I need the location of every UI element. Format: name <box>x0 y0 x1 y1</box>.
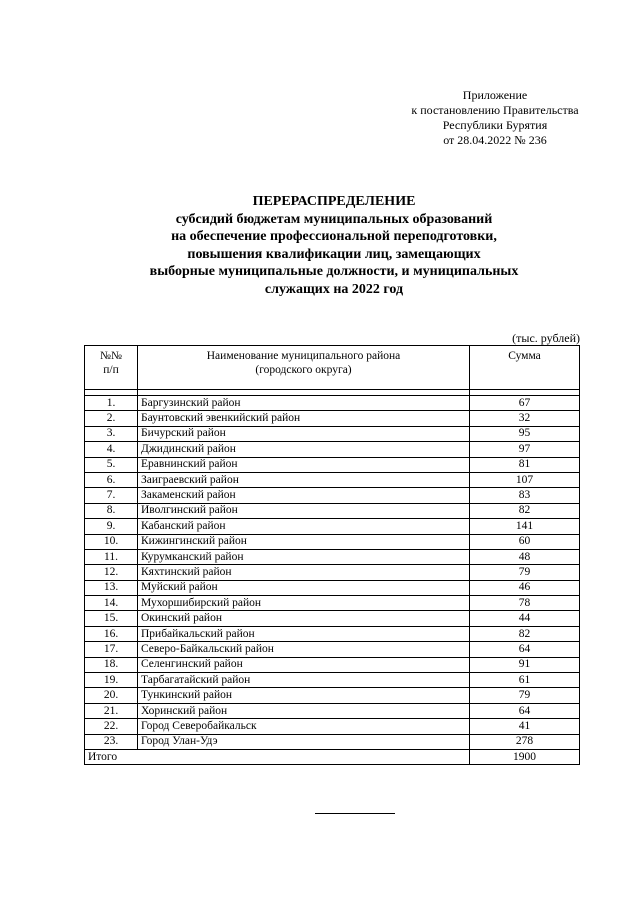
title-line: повышения квалификации лиц, замещающих <box>187 246 481 262</box>
row-number: 16. <box>85 626 138 641</box>
title-line: выборные муниципальные должности, и муниципальных <box>149 264 519 279</box>
row-name: Баргузинский район <box>138 396 470 411</box>
table-row <box>85 673 580 688</box>
table-row <box>85 626 580 641</box>
row-name: Джидинский район <box>138 442 470 457</box>
row-name: Северо-Байкальский район <box>138 642 470 657</box>
row-sum: 95 <box>470 426 580 441</box>
row-sum: 278 <box>470 734 580 749</box>
table-row <box>85 396 580 411</box>
row-name: Тункинский район <box>138 688 470 703</box>
row-number: 12. <box>85 565 138 580</box>
row-name: Город Северобайкальск <box>138 719 470 734</box>
row-number: 4. <box>85 442 138 457</box>
title-line: служащих на 2022 год <box>264 281 404 297</box>
table-row <box>85 565 580 580</box>
row-sum: 91 <box>470 657 580 672</box>
row-number: 5. <box>85 457 138 472</box>
end-divider <box>315 813 395 814</box>
row-number: 21. <box>85 703 138 718</box>
row-name: Курумканский район <box>138 549 470 564</box>
header-sum: Сумма <box>470 346 580 390</box>
appendix-line: Республики Бурятия <box>442 118 548 132</box>
table-row <box>85 426 580 441</box>
row-name: Кяхтинский район <box>138 565 470 580</box>
row-number: 15. <box>85 611 138 626</box>
row-sum: 64 <box>470 642 580 657</box>
row-number: 14. <box>85 596 138 611</box>
row-name: Иволгинский район <box>138 503 470 518</box>
row-name: Муйский район <box>138 580 470 595</box>
row-sum: 41 <box>470 719 580 734</box>
table-row <box>85 642 580 657</box>
table-row <box>85 703 580 718</box>
row-sum: 107 <box>470 472 580 487</box>
row-sum: 64 <box>470 703 580 718</box>
row-number: 9. <box>85 519 138 534</box>
document-title <box>100 193 568 298</box>
table-row <box>85 411 580 426</box>
row-sum: 48 <box>470 549 580 564</box>
row-number: 3. <box>85 426 138 441</box>
row-name: Селенгинский район <box>138 657 470 672</box>
row-sum: 78 <box>470 596 580 611</box>
appendix-line: Приложение <box>462 88 528 102</box>
row-sum: 82 <box>470 626 580 641</box>
row-sum: 61 <box>470 673 580 688</box>
row-number: 20. <box>85 688 138 703</box>
row-name: Баунтовский эвенкийский район <box>138 411 470 426</box>
row-sum: 79 <box>470 565 580 580</box>
appendix-block <box>380 88 610 148</box>
row-sum: 60 <box>470 534 580 549</box>
appendix-line: от 28.04.2022 № 236 <box>443 133 547 147</box>
row-name: Окинский район <box>138 611 470 626</box>
row-sum: 97 <box>470 442 580 457</box>
title-line: на обеспечение профессиональной переподготовки, <box>171 229 497 244</box>
row-name: Мухоршибирский район <box>138 596 470 611</box>
header-name-line1: Наименование муниципального района <box>206 350 401 362</box>
row-sum: 32 <box>470 411 580 426</box>
row-number: 19. <box>85 673 138 688</box>
row-sum: 83 <box>470 488 580 503</box>
header-number-line1: №№ <box>100 350 122 362</box>
row-number: 8. <box>85 503 138 518</box>
row-number: 23. <box>85 734 138 749</box>
header-name <box>138 346 470 390</box>
row-number: 17. <box>85 642 138 657</box>
table-row <box>85 688 580 703</box>
total-label: Итого <box>85 749 470 764</box>
header-number-line2: п/п <box>103 364 119 376</box>
row-number: 13. <box>85 580 138 595</box>
table-row <box>85 580 580 595</box>
table-row <box>85 488 580 503</box>
row-number: 22. <box>85 719 138 734</box>
table-row <box>85 719 580 734</box>
row-name: Еравнинский район <box>138 457 470 472</box>
row-name: Кабанский район <box>138 519 470 534</box>
row-number: 10. <box>85 534 138 549</box>
row-sum: 82 <box>470 503 580 518</box>
table-row <box>85 503 580 518</box>
row-sum: 79 <box>470 688 580 703</box>
table-row <box>85 442 580 457</box>
table-row <box>85 549 580 564</box>
row-name: Хоринский район <box>138 703 470 718</box>
row-sum: 81 <box>470 457 580 472</box>
row-number: 1. <box>85 396 138 411</box>
row-number: 7. <box>85 488 138 503</box>
row-sum: 67 <box>470 396 580 411</box>
row-number: 2. <box>85 411 138 426</box>
row-number: 18. <box>85 657 138 672</box>
row-name: Заиграевский район <box>138 472 470 487</box>
header-number <box>85 346 138 390</box>
row-name: Тарбагатайский район <box>138 673 470 688</box>
row-sum: 141 <box>470 519 580 534</box>
row-sum: 44 <box>470 611 580 626</box>
table-header-row <box>85 346 580 390</box>
row-name: Город Улан-Удэ <box>138 734 470 749</box>
table-row <box>85 611 580 626</box>
table-row <box>85 457 580 472</box>
table-row <box>85 657 580 672</box>
row-number: 6. <box>85 472 138 487</box>
appendix-line: к постановлению Правительства <box>411 103 579 117</box>
subsidy-table <box>84 345 580 765</box>
table-row <box>85 472 580 487</box>
title-line: ПЕРЕРАСПРЕДЕЛЕНИЕ <box>252 194 416 209</box>
title-line: субсидий бюджетам муниципальных образований <box>175 211 493 227</box>
table-row <box>85 519 580 534</box>
row-name: Бичурский район <box>138 426 470 441</box>
row-sum: 46 <box>470 580 580 595</box>
row-name: Прибайкальский район <box>138 626 470 641</box>
row-number: 11. <box>85 549 138 564</box>
row-name: Закаменский район <box>138 488 470 503</box>
table-row <box>85 734 580 749</box>
units-note: (тыс. рублей) <box>512 331 580 345</box>
table-row <box>85 596 580 611</box>
header-name-line2: (городского округа) <box>255 364 352 376</box>
table-row <box>85 534 580 549</box>
total-sum: 1900 <box>470 749 580 764</box>
table-total-row <box>85 749 580 764</box>
row-name: Кижингинский район <box>138 534 470 549</box>
